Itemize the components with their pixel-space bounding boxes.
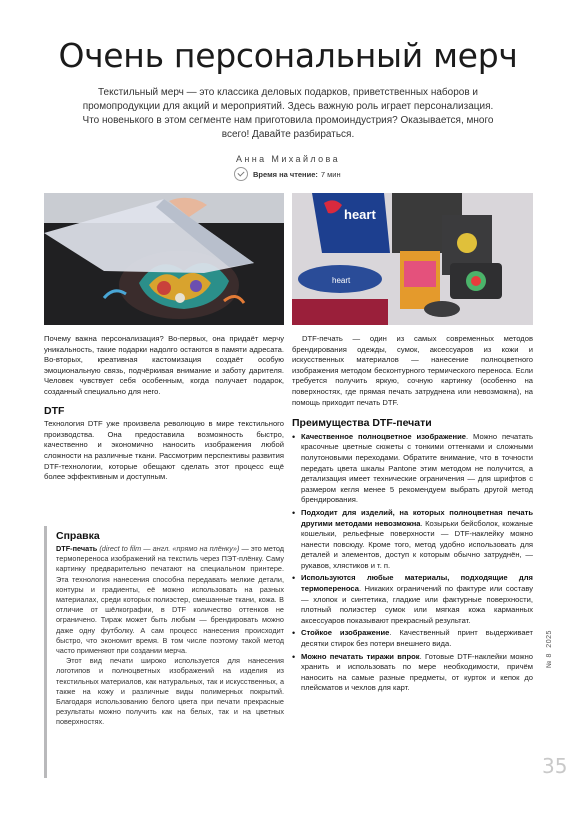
list-item: • Подходит для изделий, на которых полноцветная печать другими методами невозможна. Козырьки бейсболок, кожаные кошельки, рельефные поверхности — DTF-наклейку можно нанести повсюду. Кроме того, метод удобно использовать для деталей и элементов, доступ к которым обычно затруднён, — рукавов, хлястиков и т. п. xyxy=(292,508,533,572)
list-item: • Можно печатать тиражи впрок. Готовые DTF-наклейки можно хранить и использовать по мере необходимости, причём наносить на самые разные предметы, от курток и кепок до плейсматов и чехлов для карт. xyxy=(292,652,533,694)
article-lead: Текстильный мерч — это классика деловых подарков, приветственных наборов и промопродукции для акций и мероприятий. Здесь важную роль играет персонализация. Что новенького в этом сегменте нам приготовила промоиндустрия? Оказывается, много всего! Давайте разбираться. xyxy=(82,87,494,140)
sidebar-heading: Справка xyxy=(56,530,100,542)
advantages-list xyxy=(292,432,533,694)
clock-icon xyxy=(234,167,248,181)
brand-text-jacket: heart xyxy=(344,207,376,222)
issue-number: № 8 xyxy=(546,653,553,668)
sidebar-paragraph-2: Этот вид печати широко используется для нанесения логотипов и полноцветных изображений на изделия из текстильных материалов, как натуральных, так и искусственных, а также на кожу и различные виды полимерных покрытий. Благодаря использованию белого цвета при печати прекрасные результаты можно получить как на белых, так и на цветных поверхностях. xyxy=(56,656,284,727)
reading-time xyxy=(234,166,341,182)
list-item: • Качественное полноцветное изображение. Можно печатать красочные цветные сюжеты с тонкими оттенками и сложными полутоновыми переходами. Обратите внимание, что в точности передать цвета шкалы Pantone этим методом не получится, а детализация имеет технические ограничения — для шрифтов с размером кегля менее 5 рекомендуем выбрать другой метод брендирования. xyxy=(292,432,533,506)
sidebar-term: DTF-печать xyxy=(56,544,98,553)
reference-sidebar xyxy=(44,526,284,778)
right-column xyxy=(292,334,533,696)
issue-label xyxy=(546,627,553,668)
reading-time-label: Время на чтение: xyxy=(253,169,318,179)
left-column xyxy=(44,334,284,483)
dtf-heading: DTF xyxy=(44,404,65,417)
branded-merch-photo xyxy=(292,193,533,325)
reading-time-value: 7 мин xyxy=(320,169,341,179)
author-name: Анна Михайлова xyxy=(235,154,341,164)
branded-merch-illustration xyxy=(292,193,533,325)
article-title: Очень персональный мерч xyxy=(58,36,518,75)
dtf-paragraph: Технология DTF уже произвела революцию в мире текстильного производства. Она предоставила возможность быстро, качественно и экономично наносить изображения любой сложности на различные ткани. Рассмотрим перспективы развития DTF-технологии, которые обещают сделать этот процесс ещё более эффективным и доступным. xyxy=(44,419,284,482)
list-item: • Стойкое изображение. Качественный принт выдерживает десятки стирок без потери внешнего вида. xyxy=(292,628,533,649)
page-number: 35 xyxy=(542,754,568,778)
sidebar-term-translation: (direct to film — англ. «прямо на плёнку») xyxy=(99,544,240,553)
brand-text-mask: heart xyxy=(332,276,351,285)
dtf-transfer-photo xyxy=(44,193,284,325)
right-intro-paragraph: DTF-печать — один из самых современных методов брендирования одежды, сумок, аксессуаров из кожи и искусственных материалов — нанесение полноцветного изображения методом бесконтурного термического переноса. Если требуется получить яркую, сочную картинку (особенно на поверхностях, где прямая печать затруднена или невозможна), на помощь приходит печать DTF. xyxy=(292,334,533,407)
intro-paragraph: Почему важна персонализация? Во-первых, она придаёт мерчу уникальность, такие подарки надолго остаются в памяти адресата. Во-вторых, креативная кастомизация создаёт особую эмоциональную связь, подчёркивая внимание и заботу дарителя. Человек чувствует себя особенным, когда получает подарок, созданный специально для него. xyxy=(44,334,284,396)
sidebar-text xyxy=(56,544,284,728)
list-item: • Используются любые материалы, подходящие для термопереноса. Никаких ограничений по фактуре или составу — хлопок и синтетика, гладкие или фактурные поверхности, плотный полиэстер сумок или мягкая кожа карманных аксессуаров показывают прекрасный результат. xyxy=(292,573,533,626)
dtf-transfer-illustration xyxy=(44,193,284,325)
issue-year: 2025 xyxy=(546,630,553,648)
sidebar-paragraph-1: — это метод термопереноса изображений на текстиль через ПЭТ-плёнку. Саму картинку предварительно печатают на специальном принтере. Эта технология нанесения способна передавать мелкие детали, контуры и градиенты, её можно использовать на разных материалах, среди которых полиэстер, смешанные ткани, кожа. В отличие от шёлкографии, в DTF количество оттенков не ограничено. Тираж может быть любым — брендировать можно даже одну футболку. А сам процесс нанесения происходит быстро, что экономит время. В том числе поэтому такой метод часто применяют при создании мерча. xyxy=(56,544,285,656)
advantages-heading: Преимущества DTF-печати xyxy=(292,417,432,430)
